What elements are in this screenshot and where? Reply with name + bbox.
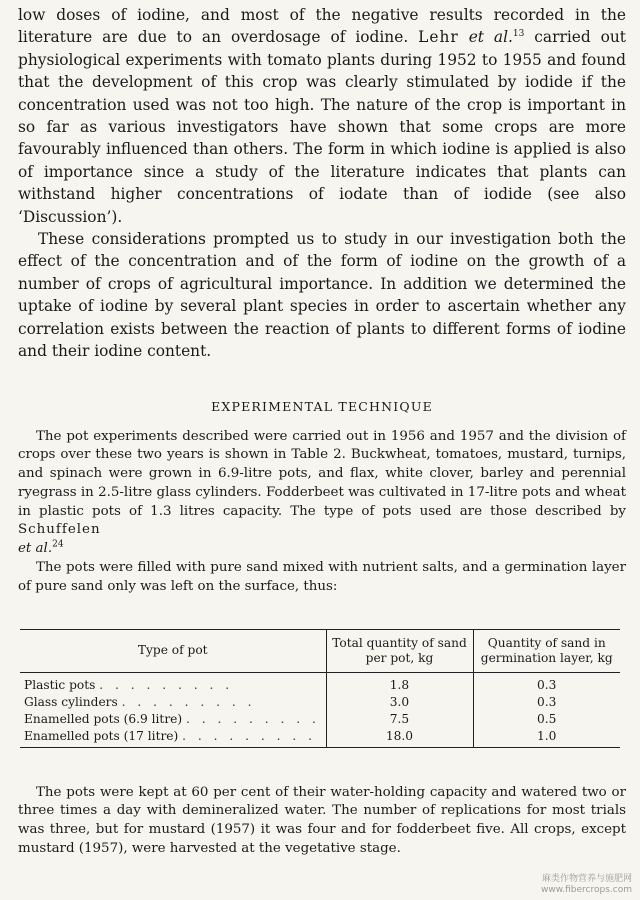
section-heading: EXPERIMENTAL TECHNIQUE (211, 398, 433, 414)
intro-section (18, 4, 626, 363)
sand-table-wrapper (20, 629, 620, 748)
site-watermark (541, 874, 632, 896)
row-germination: 0.5 (473, 711, 620, 728)
table-row (20, 728, 620, 748)
row-germination: 1.0 (473, 728, 620, 748)
row-label: Enamelled pots (6.9 litre) . . . . . . . . . (24, 711, 320, 726)
row-total: 18.0 (326, 728, 473, 748)
reference-13: 13 (512, 29, 525, 40)
document-page (18, 4, 626, 859)
row-label: Enamelled pots (17 litre) . . . . . . . . . (20, 728, 326, 748)
row-total: 3.0 (326, 694, 473, 711)
table-row (20, 711, 620, 728)
header-total-sand: Total quantity of sand per pot, kg (326, 629, 473, 672)
row-total: 1.8 (326, 672, 473, 694)
table-row (20, 672, 620, 694)
table-row (20, 694, 620, 711)
section-paragraph-1: The pot experiments described were carried out in 1956 and 1957 and the division of crops over these two years is shown in Table 2. Buckwheat, tomatoes, mustard, turnips, and spinach were grown in 6.9-litre pots, and flax, white clover, barley and perennial ryegrass in 2.5-litre glass cylinders. Fodderbeet was cultivated in 17-litre pots and wheat in plastic pots of 1.3 litres capacity. The type of pots used are those described by Schuffelen et al.$^{24}$ (18, 428, 626, 557)
author-schuffelen: Schuffelen (18, 522, 101, 538)
header-type-of-pot: Type of pot (20, 629, 326, 672)
row-label: Plastic pots . . . . . . . . . (24, 677, 234, 692)
dot-leader: . . . . . . . . . (186, 711, 320, 726)
row-germination: 0.3 (473, 672, 620, 694)
row-label: Glass cylinders . . . . . . . . . (24, 694, 256, 709)
intro-paragraph-2: These considerations prompted us to study in our investigation both the effect of the concentration and of the form of iodine on the growth of a number of crops of agricultural importance. In addition we determined the uptake of iodine by several plant species in order to ascertain whether any correlation exists between the reaction of plants to different forms of iodine and their iodine content. (18, 230, 626, 361)
section-paragraph-2: The pots were filled with pure sand mixed with nutrient salts, and a germination layer of pure sand only was left on the surface, thus: (18, 560, 626, 594)
dot-leader: . . . . . . . . . (121, 694, 256, 709)
reference-24: 24 (52, 539, 64, 550)
header-germination-sand: Quantity of sand in germination layer, kg (473, 629, 620, 672)
section-paragraph-3: The pots were kept at 60 per cent of their water-holding capacity and watered two or three times a day with demineralized water. The number of replications for most trials was three, but for mustard (1957) it was four and for fodderbeet five. All crops, except mustard (1957), were harvested at the vegetative stage. (18, 784, 626, 857)
table-header-row (20, 629, 620, 672)
row-germination: 0.3 (473, 694, 620, 711)
et-al: et al. (458, 28, 513, 47)
author-lehr: Lehr (418, 28, 459, 47)
watermark-line-2: www.fibercrops.com (541, 885, 632, 895)
watermark-line-1: 麻类作物营养与施肥网 (541, 874, 632, 884)
dot-leader: . . . . . . . . . (182, 728, 316, 743)
section-body (18, 428, 626, 859)
row-total: 7.5 (326, 711, 473, 728)
intro-paragraph-1: low doses of iodine, and most of the negative results recorded in the literature are due to an overdosage of iodine. Lehr et al.$^{13}$ carried out physiological experiments with tomato plants during 1952 to 1955 and found that the development of this crop was clearly stimulated by iodide if the concentration used was not too high. The nature of the crop is important in so far as various investigators have shown that some crops are more favourably influenced than others. The form in which iodine is applied is also of importance since a study of the literature indicates that plants can withstand higher concentrations of iodate than of iodide (see also ‘Discussion’). (18, 6, 626, 226)
sand-quantity-table (20, 629, 620, 748)
dot-leader: . . . . . . . . . (99, 677, 234, 692)
et-al: et al. (18, 541, 53, 557)
